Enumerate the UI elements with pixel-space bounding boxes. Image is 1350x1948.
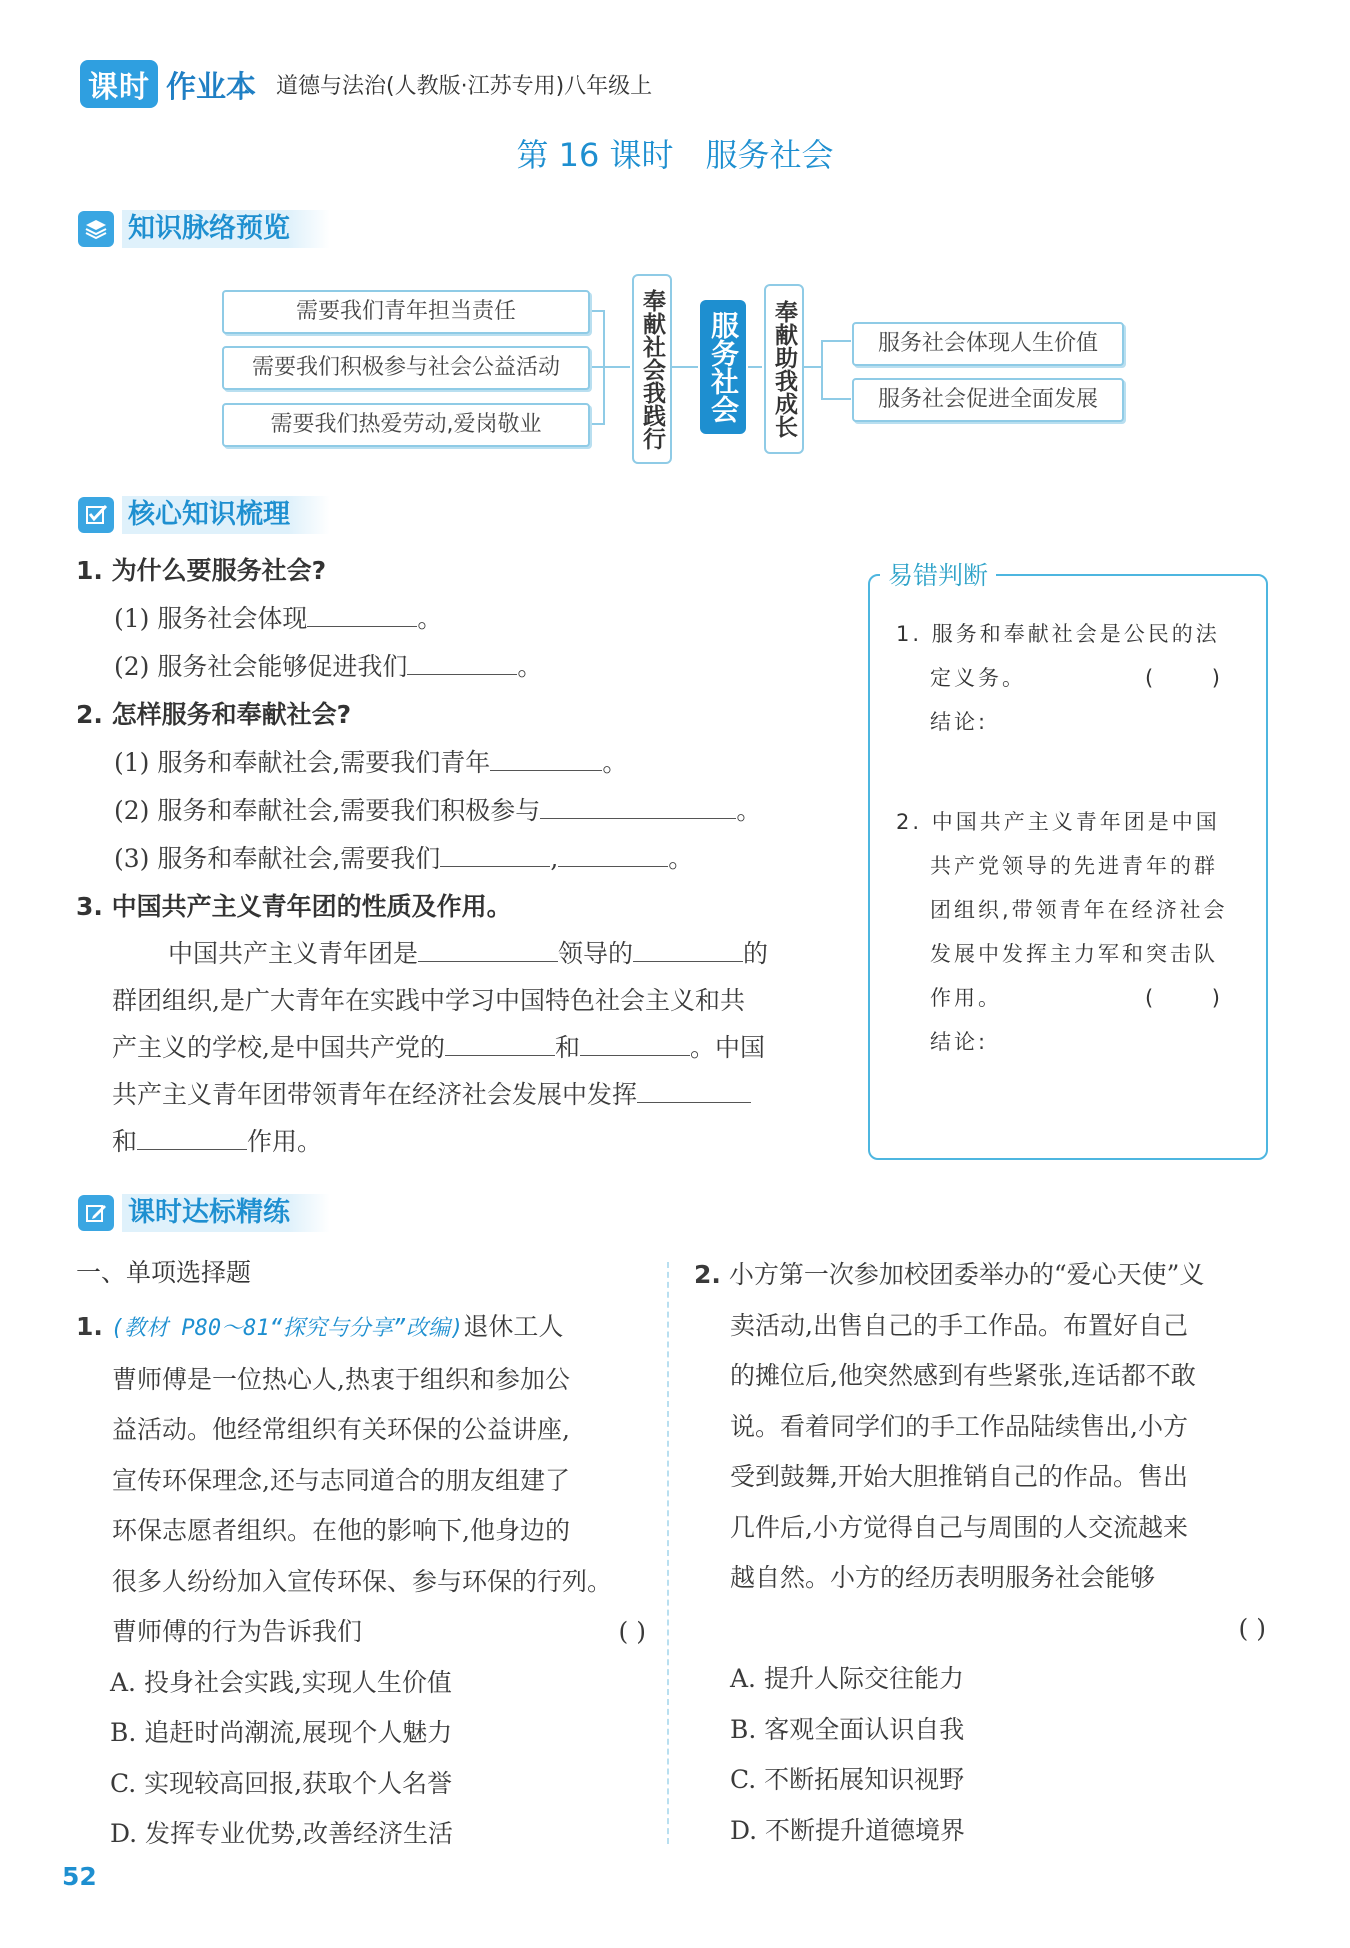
header-brand xyxy=(80,62,652,106)
practice-q2-line: 越自然。小方的经历表明服务社会能够 xyxy=(730,1563,1156,1592)
answer-paren[interactable]: ( ) xyxy=(1144,986,1246,1010)
period: 。 xyxy=(517,652,543,681)
answer-paren[interactable]: ( ) xyxy=(1144,666,1246,690)
practice-q1 xyxy=(76,1302,646,1860)
mindmap-right-vertical-label: 奉献助我成长 xyxy=(771,300,797,438)
text: 作用。 xyxy=(247,1127,323,1156)
option-d[interactable]: D. 不断提升道德境界 xyxy=(730,1815,966,1845)
practice-q1-line: 很多人纷纷加入宣传环保、参与环保的行列。 xyxy=(112,1566,613,1596)
section-practice-header xyxy=(78,1192,330,1234)
practice-q2-line: 受到鼓舞,开始大胆推销自己的作品。售出 xyxy=(730,1462,1188,1491)
text: 和 xyxy=(112,1127,138,1156)
period: 。 xyxy=(602,748,628,777)
brand-name: 作业本 xyxy=(166,70,256,105)
core-q2-c-text: (3) 服务和奉献社会,需要我们 xyxy=(114,844,441,873)
text: 产主义的学校,是中国共产党的 xyxy=(112,1033,445,1062)
core-q2-a xyxy=(114,744,627,782)
answer-blank[interactable] xyxy=(445,1029,555,1056)
text: 领导的 xyxy=(558,939,634,968)
option-b[interactable]: B. 客观全面认识自我 xyxy=(730,1714,965,1744)
mindmap-left-vertical-label: 奉献社会我践行 xyxy=(639,288,665,450)
practice-q1-line: 环保志愿者组织。在他的影响下,他身边的 xyxy=(112,1516,570,1545)
practice-q2-line: 卖活动,出售自己的手工作品。布置好自己 xyxy=(730,1310,1188,1340)
core-q2-a-text: (1) 服务和奉献社会,需要我们青年 xyxy=(114,748,491,777)
period: 。 xyxy=(417,604,443,633)
answer-blank[interactable] xyxy=(558,840,668,867)
practice-q1-line xyxy=(76,1607,646,1658)
practice-q2-line: 的摊位后,他突然感到有些紧张,连话都不敢 xyxy=(730,1361,1196,1390)
period: 。 xyxy=(736,796,762,825)
core-q2-b-text: (2) 服务和奉献社会,需要我们积极参与 xyxy=(114,796,541,825)
question-type-title: 一、单项选择题 xyxy=(76,1258,252,1287)
core-q2-c xyxy=(114,840,693,878)
mistake-item-2-line: 共产党领导的先进青年的群 xyxy=(930,854,1218,878)
text: 的 xyxy=(743,939,769,968)
checkbox-icon xyxy=(78,497,114,533)
practice-q1-line: 益活动。他经常组织有关环保的公益讲座, xyxy=(112,1415,570,1444)
text: 小方第一次参加校团委举办的“爱心天使”义 xyxy=(728,1260,1205,1289)
answer-paren[interactable]: ( ) xyxy=(1238,1613,1266,1643)
section-overview-title: 知识脉络预览 xyxy=(122,210,330,248)
core-q2-b xyxy=(114,792,761,830)
subject-label: 道德与法治(人教版·江苏专用)八年级上 xyxy=(276,73,653,99)
mindmap-center xyxy=(700,300,746,434)
text: 共产主义青年团带领青年在经济社会发展中发挥 xyxy=(112,1080,638,1109)
core-q3-paragraph xyxy=(112,930,832,1165)
text: 定义务。 xyxy=(930,666,1026,690)
practice-q2-line xyxy=(694,1250,1266,1301)
practice-q2-line: 几件后,小方觉得自己与周围的人交流越来 xyxy=(730,1512,1188,1542)
conclusion-label: 结论: xyxy=(930,710,989,734)
mistake-check-title xyxy=(880,556,996,592)
option-c[interactable]: C. 实现较高回报,获取个人名誉 xyxy=(110,1768,453,1798)
option-c[interactable]: C. 不断拓展知识视野 xyxy=(730,1765,965,1794)
practice-q2 xyxy=(694,1250,1266,1856)
text: 和 xyxy=(554,1033,580,1062)
core-q1-b xyxy=(114,648,542,686)
mistake-item-2-line: 2. 中国共产主义青年团是中国 xyxy=(896,810,1220,834)
answer-blank[interactable] xyxy=(633,935,743,962)
mindmap-left-item-1: 需要我们青年担当责任 xyxy=(222,290,590,334)
mistake-item-2-line xyxy=(896,976,1246,1020)
text: 中国共产主义青年团是 xyxy=(168,939,419,968)
answer-blank[interactable] xyxy=(540,792,736,819)
core-q1-a xyxy=(114,600,442,638)
mistake-item-2-line: 发展中发挥主力军和突击队 xyxy=(930,942,1218,966)
mistake-item-1 xyxy=(896,612,1246,744)
mindmap-right-item-2: 服务社会促进全面发展 xyxy=(852,378,1124,422)
mindmap-right-item-1: 服务社会体现人生价值 xyxy=(852,322,1124,366)
section-overview-header xyxy=(78,208,330,250)
period: 。 xyxy=(668,844,694,873)
option-b[interactable]: B. 追赶时尚潮流,展现个人魅力 xyxy=(110,1718,453,1747)
answer-blank[interactable] xyxy=(418,935,558,962)
column-divider xyxy=(667,1262,669,1844)
comma: , xyxy=(550,844,559,873)
core-q3-line xyxy=(112,930,832,977)
answer-paren[interactable]: ( ) xyxy=(618,1617,646,1646)
conclusion-label: 结论: xyxy=(930,1030,989,1054)
practice-q1-line xyxy=(76,1302,646,1355)
mistake-item-2-line: 团组织,带领青年在经济社会 xyxy=(930,898,1228,922)
core-q3-line: 群团组织,是广大青年在实践中学习中国特色社会主义和共 xyxy=(112,986,745,1015)
text: 退休工人 xyxy=(463,1312,564,1341)
practice-q1-line: 曹师傅是一位热心人,热衷于组织和参加公 xyxy=(112,1364,570,1394)
mindmap-left-item-2: 需要我们积极参与社会公益活动 xyxy=(222,346,590,390)
core-q3-line xyxy=(112,1024,832,1071)
brand-logo: 课时 xyxy=(80,60,158,108)
mindmap-right-vertical xyxy=(764,284,804,454)
option-d[interactable]: D. 发挥专业优势,改善经济生活 xyxy=(110,1819,453,1848)
answer-blank[interactable] xyxy=(307,600,417,627)
core-q1-b-text: (2) 服务社会能够促进我们 xyxy=(114,652,408,681)
lesson-title: 第 16 课时 服务社会 xyxy=(516,136,834,174)
practice-q1-line: 宣传环保理念,还与志同道合的朋友组建了 xyxy=(112,1465,570,1495)
question-source: (教材 P80～81“探究与分享”改编) xyxy=(110,1316,464,1341)
section-practice-title: 课时达标精练 xyxy=(122,1194,330,1232)
core-q2-title: 2. 怎样服务和奉献社会? xyxy=(76,700,352,729)
practice-q2-line: 说。看着同学们的手工作品陆续售出,小方 xyxy=(730,1411,1188,1441)
mindmap-left-vertical xyxy=(632,274,672,464)
question-number: 1. xyxy=(76,1312,103,1341)
mistake-item-2 xyxy=(896,800,1246,1064)
mindmap-left-item-3: 需要我们热爱劳动,爱岗敬业 xyxy=(222,403,590,447)
answer-blank[interactable] xyxy=(440,840,550,867)
layers-icon xyxy=(78,211,114,247)
mistake-item-1-line: 1. 服务和奉献社会是公民的法 xyxy=(896,622,1220,646)
core-q3-title: 3. 中国共产主义青年团的性质及作用。 xyxy=(76,892,512,921)
answer-blank[interactable] xyxy=(407,648,517,675)
core-q1-title: 1. 为什么要服务社会? xyxy=(76,556,327,585)
text: 曹师傅的行为告诉我们 xyxy=(112,1617,363,1646)
mindmap-center-label: 服务社会 xyxy=(707,311,740,423)
edit-icon xyxy=(78,1195,114,1231)
section-core-title: 核心知识梳理 xyxy=(122,496,330,534)
answer-blank[interactable] xyxy=(637,1076,751,1103)
answer-blank[interactable] xyxy=(490,744,602,771)
section-core-header xyxy=(78,494,330,536)
mistake-item-1-line xyxy=(896,656,1246,700)
text: 作用。 xyxy=(930,986,1002,1010)
option-a[interactable]: A. 提升人际交往能力 xyxy=(730,1664,964,1693)
answer-blank[interactable] xyxy=(137,1123,247,1150)
option-a[interactable]: A. 投身社会实践,实现人生价值 xyxy=(110,1667,452,1697)
mistake-check-title-text: 易错判断 xyxy=(888,561,989,590)
page-number: 52 xyxy=(62,1862,97,1891)
core-q3-line xyxy=(112,1118,832,1165)
core-q1-a-text: (1) 服务社会体现 xyxy=(114,604,308,633)
core-q3-line xyxy=(112,1071,832,1118)
question-number: 2. xyxy=(694,1260,721,1289)
answer-blank[interactable] xyxy=(580,1029,690,1056)
text: 。中国 xyxy=(689,1033,765,1062)
